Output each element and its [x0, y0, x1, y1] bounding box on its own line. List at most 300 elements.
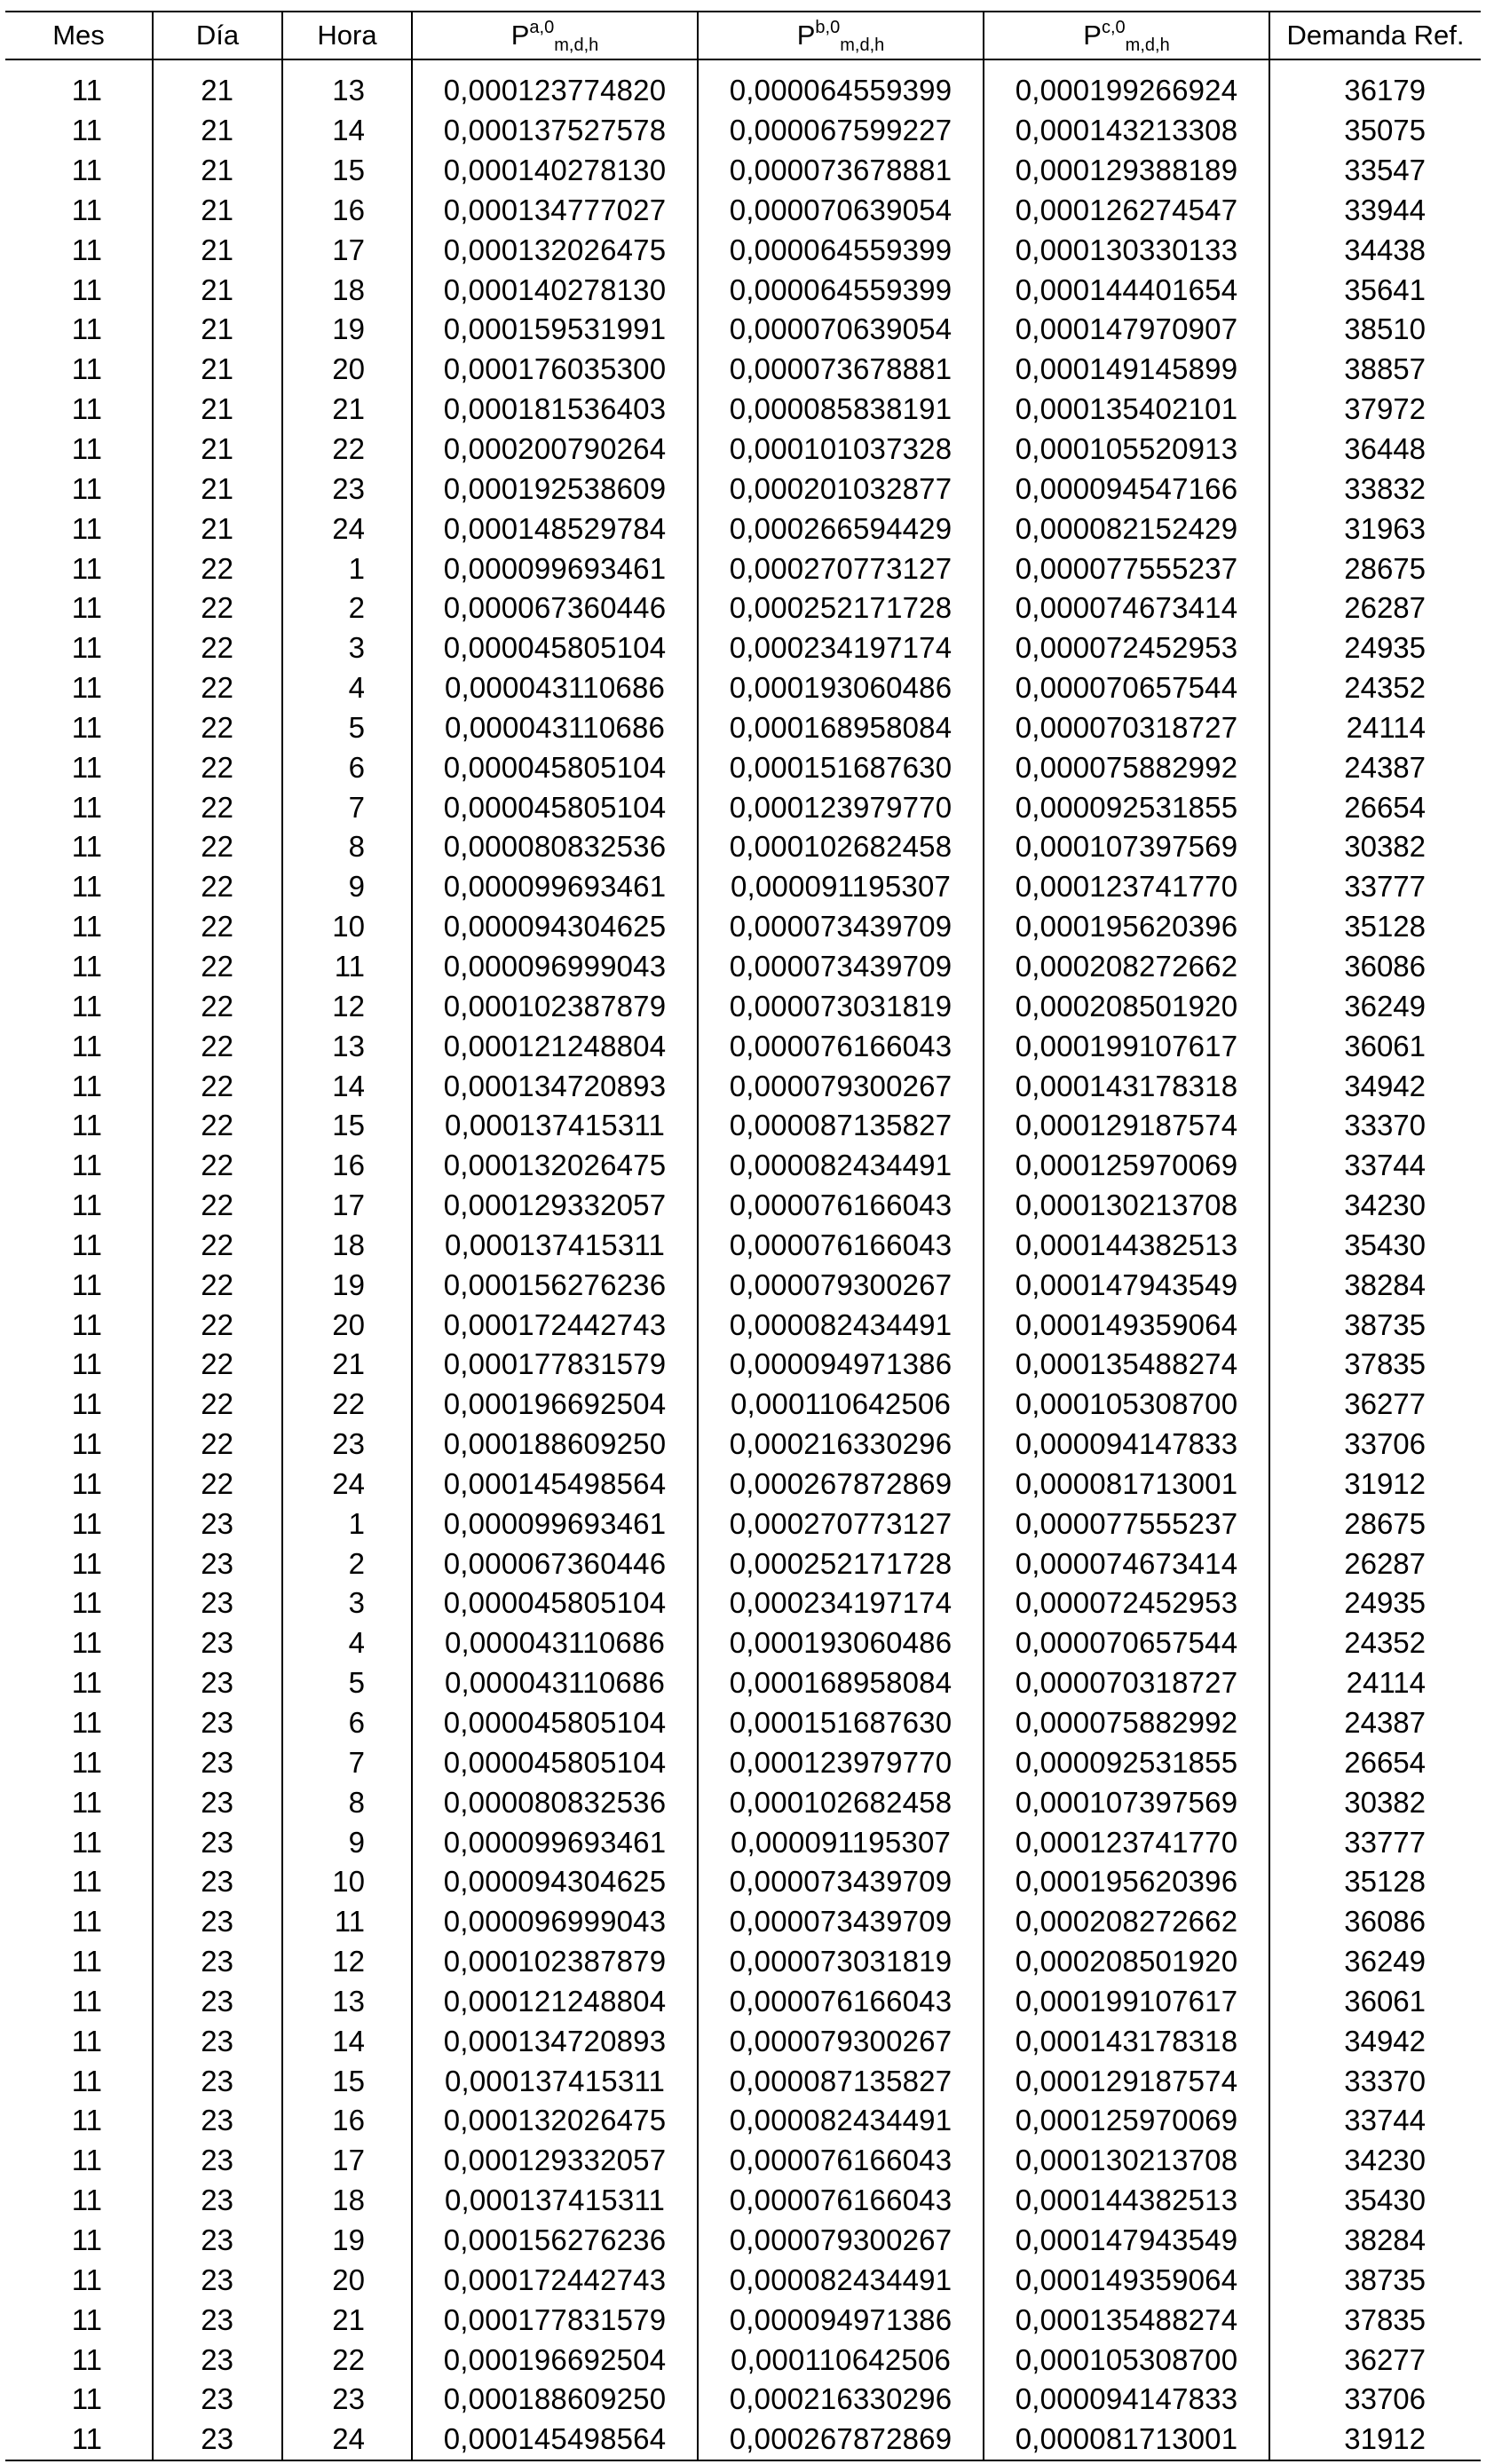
cell-pc: 0,000105308700: [984, 2340, 1269, 2380]
cell-pb: 0,000079300267: [698, 1066, 984, 1106]
cell-hora: 20: [282, 350, 412, 390]
cell-demanda: 26287: [1269, 1544, 1481, 1583]
cell-dia: 21: [153, 469, 282, 509]
table-row: [5, 59, 1481, 111]
header-pc-sub: m,d,h: [1125, 36, 1170, 56]
cell-mes: 11: [71, 2382, 102, 2416]
cell-pc: 0,000074673414: [984, 1544, 1269, 1583]
cell-dia: 23: [153, 1982, 282, 2022]
table-row: [5, 1186, 1481, 1226]
cell-pb: 0,000094971386: [698, 2300, 984, 2340]
cell-demanda: 24352: [1269, 668, 1481, 708]
cell-dia: 22: [153, 986, 282, 1026]
cell-pb: 0,000101037328: [698, 430, 984, 470]
cell-pc: 0,000092531855: [984, 787, 1269, 827]
cell-hora: 17: [282, 1186, 412, 1226]
cell-dia: 22: [153, 947, 282, 987]
cell-demanda: 34438: [1269, 230, 1481, 270]
table-row: [5, 907, 1481, 947]
cell-pb: 0,000079300267: [698, 2021, 984, 2061]
table-row: [5, 509, 1481, 549]
cell-hora: 2: [282, 1544, 412, 1583]
cell-hora: 7: [282, 787, 412, 827]
cell-pc: 0,000135488274: [984, 2300, 1269, 2340]
cell-dia: 22: [153, 907, 282, 947]
cell-demanda: 33706: [1269, 1425, 1481, 1465]
cell-pc: 0,000094547166: [984, 469, 1269, 509]
table-row: [5, 1225, 1481, 1265]
cell-hora: 6: [282, 747, 412, 787]
cell-mes: 11: [71, 710, 102, 744]
cell-demanda: 28675: [1269, 549, 1481, 588]
cell-demanda: 36086: [1269, 947, 1481, 987]
cell-pc: 0,000129388189: [984, 151, 1269, 191]
cell-pa: 0,000172442743: [412, 2260, 698, 2300]
cell-hora: 10: [282, 1862, 412, 1902]
cell-demanda: 35430: [1269, 1225, 1481, 1265]
cell-pa: 0,000188609250: [412, 1425, 698, 1465]
cell-mes: 11: [71, 471, 102, 505]
header-mes: [5, 12, 153, 59]
data-table-container: [5, 11, 1481, 2461]
cell-pc: 0,000195620396: [984, 1862, 1269, 1902]
cell-pc: 0,000072452953: [984, 628, 1269, 668]
cell-pa: 0,000177831579: [412, 1345, 698, 1385]
cell-hora: 22: [282, 2340, 412, 2380]
cell-pa: 0,000200790264: [412, 430, 698, 470]
cell-pc: 0,000208272662: [984, 947, 1269, 987]
cell-pb: 0,000079300267: [698, 1265, 984, 1305]
cell-demanda: 37835: [1269, 2300, 1481, 2340]
cell-pb: 0,000102682458: [698, 827, 984, 867]
table-row: [5, 430, 1481, 470]
cell-pa: 0,000137415311: [412, 1225, 698, 1265]
cell-pc: 0,000077555237: [984, 1504, 1269, 1544]
cell-hora: 23: [282, 2380, 412, 2420]
header-pa: [412, 12, 698, 59]
cell-pa: 0,000123774820: [412, 59, 698, 111]
cell-pc: 0,000081713001: [984, 1465, 1269, 1504]
table-row: [5, 747, 1481, 787]
cell-pb: 0,000270773127: [698, 1504, 984, 1544]
cell-pc: 0,000123741770: [984, 867, 1269, 907]
header-dia-label: Día: [195, 20, 240, 51]
cell-demanda: 38284: [1269, 1265, 1481, 1305]
cell-dia: 23: [153, 2380, 282, 2420]
cell-pa: 0,000045805104: [412, 1742, 698, 1782]
cell-pa: 0,000043110686: [412, 668, 698, 708]
table-row: [5, 1504, 1481, 1544]
cell-pa: 0,000045805104: [412, 1583, 698, 1623]
header-hora-label: Hora: [317, 20, 377, 51]
table-row: [5, 1465, 1481, 1504]
cell-dia: 22: [153, 1106, 282, 1146]
cell-pb: 0,000091195307: [698, 867, 984, 907]
cell-dia: 23: [153, 1544, 282, 1583]
cell-pb: 0,000076166043: [698, 2181, 984, 2221]
cell-dia: 22: [153, 1385, 282, 1425]
cell-pa: 0,000148529784: [412, 509, 698, 549]
table-body: [5, 59, 1481, 2460]
cell-mes: 11: [71, 2184, 102, 2217]
cell-demanda: 35075: [1269, 111, 1481, 151]
table-row: [5, 270, 1481, 310]
cell-pb: 0,000082434491: [698, 2260, 984, 2300]
cell-pb: 0,000201032877: [698, 469, 984, 509]
cell-pa: 0,000134777027: [412, 191, 698, 231]
cell-pa: 0,000080832536: [412, 1782, 698, 1822]
cell-pa: 0,000156276236: [412, 2221, 698, 2261]
cell-pa: 0,000080832536: [412, 827, 698, 867]
header-demanda-label: Demanda Ref.: [1286, 20, 1465, 51]
cell-hora: 14: [282, 2021, 412, 2061]
cell-demanda: 33370: [1269, 2061, 1481, 2101]
cell-demanda: 31912: [1269, 1465, 1481, 1504]
cell-demanda: 24387: [1269, 747, 1481, 787]
cell-pb: 0,000082434491: [698, 1146, 984, 1186]
cell-pb: 0,000094971386: [698, 1345, 984, 1385]
cell-demanda: 37835: [1269, 1345, 1481, 1385]
cell-hora: 14: [282, 1066, 412, 1106]
cell-dia: 21: [153, 390, 282, 430]
cell-mes: 11: [71, 750, 102, 784]
cell-pa: 0,000134720893: [412, 1066, 698, 1106]
table-row: [5, 111, 1481, 151]
table-row: [5, 1146, 1481, 1186]
cell-dia: 21: [153, 230, 282, 270]
cell-mes: 11: [5, 2420, 153, 2460]
cell-pa: 0,000137415311: [412, 2061, 698, 2101]
cell-demanda: 38735: [1269, 2260, 1481, 2300]
cell-demanda: 35430: [1269, 2181, 1481, 2221]
header-pa-sup: a,0: [529, 17, 555, 37]
cell-pb: 0,000270773127: [698, 549, 984, 588]
cell-hora: 3: [282, 628, 412, 668]
cell-pa: 0,000099693461: [412, 1822, 698, 1862]
cell-dia: 22: [153, 1305, 282, 1345]
cell-hora: 19: [282, 310, 412, 350]
cell-demanda: 35128: [1269, 1862, 1481, 1902]
cell-dia: 23: [153, 1862, 282, 1902]
cell-demanda: 36249: [1269, 986, 1481, 1026]
table-header: [5, 12, 1481, 59]
cell-pc: 0,000075882992: [984, 747, 1269, 787]
cell-dia: 21: [153, 151, 282, 191]
cell-hora: 24: [282, 2420, 412, 2460]
cell-demanda: 36448: [1269, 430, 1481, 470]
cell-demanda: 35128: [1269, 907, 1481, 947]
cell-hora: 6: [282, 1703, 412, 1743]
cell-dia: 21: [153, 430, 282, 470]
cell-pc: 0,000082152429: [984, 509, 1269, 549]
cell-demanda: 34230: [1269, 1186, 1481, 1226]
table-row: [5, 1982, 1481, 2022]
cell-mes: 11: [71, 1825, 102, 1859]
cell-mes: 11: [71, 2024, 102, 2057]
header-hora: [282, 12, 412, 59]
table-row: [5, 1385, 1481, 1425]
cell-mes: 11: [71, 154, 102, 187]
cell-pc: 0,000149145899: [984, 350, 1269, 390]
cell-dia: 22: [153, 1026, 282, 1066]
cell-pa: 0,000094304625: [412, 1862, 698, 1902]
table-row: [5, 1663, 1481, 1703]
cell-dia: 22: [153, 1146, 282, 1186]
table-row: [5, 628, 1481, 668]
cell-dia: 23: [153, 1902, 282, 1942]
table-row: [5, 1942, 1481, 1982]
cell-hora: 5: [282, 708, 412, 748]
cell-demanda: 36086: [1269, 1902, 1481, 1942]
cell-demanda: 33777: [1269, 867, 1481, 907]
cell-pc: 0,000147970907: [984, 310, 1269, 350]
cell-pc: 0,000199266924: [984, 59, 1269, 111]
cell-pa: 0,000129332057: [412, 1186, 698, 1226]
cell-hora: 7: [282, 1742, 412, 1782]
cell-hora: 21: [282, 1345, 412, 1385]
cell-hora: 20: [282, 1305, 412, 1345]
cell-pc: 0,000144382513: [984, 2181, 1269, 2221]
cell-mes: 11: [71, 392, 102, 426]
cell-mes: 11: [71, 114, 102, 147]
cell-mes: 11: [71, 1387, 102, 1421]
cell-demanda: 38857: [1269, 350, 1481, 390]
cell-pa: 0,000043110686: [412, 1623, 698, 1663]
cell-hora: 11: [282, 1902, 412, 1942]
cell-dia: 22: [153, 1225, 282, 1265]
cell-pb: 0,000073031819: [698, 986, 984, 1026]
cell-pa: 0,000140278130: [412, 270, 698, 310]
cell-mes: 11: [71, 870, 102, 904]
cell-hora: 8: [282, 827, 412, 867]
cell-dia: 22: [153, 708, 282, 748]
table-row: [5, 2380, 1481, 2420]
cell-hora: 15: [282, 151, 412, 191]
cell-mes: 11: [71, 1626, 102, 1660]
cell-dia: 21: [153, 191, 282, 231]
table-row: [5, 1703, 1481, 1743]
cell-pa: 0,000192538609: [412, 469, 698, 509]
table-row: [5, 2300, 1481, 2340]
header-pc-sup: c,0: [1101, 17, 1126, 37]
cell-pb: 0,000110642506: [698, 1385, 984, 1425]
cell-hora: 11: [282, 947, 412, 987]
header-pb-sup: b,0: [815, 17, 841, 37]
cell-dia: 23: [153, 2061, 282, 2101]
cell-pb: 0,000073439709: [698, 1902, 984, 1942]
cell-pb: 0,000073439709: [698, 907, 984, 947]
cell-pc: 0,000199107617: [984, 1026, 1269, 1066]
cell-mes: 11: [71, 272, 102, 306]
cell-pb: 0,000087135827: [698, 1106, 984, 1146]
cell-hora: 15: [282, 2061, 412, 2101]
cell-pc: 0,000075882992: [984, 1703, 1269, 1743]
cell-hora: 4: [282, 668, 412, 708]
cell-pc: 0,000107397569: [984, 827, 1269, 867]
cell-dia: 21: [153, 350, 282, 390]
cell-pa: 0,000134720893: [412, 2021, 698, 2061]
cell-dia: 23: [153, 2181, 282, 2221]
table-row: [5, 1782, 1481, 1822]
cell-pb: 0,000076166043: [698, 1225, 984, 1265]
cell-mes: 11: [71, 1268, 102, 1301]
cell-demanda: 33706: [1269, 2380, 1481, 2420]
cell-pb: 0,000102682458: [698, 1782, 984, 1822]
cell-pb: 0,000070639054: [698, 191, 984, 231]
cell-dia: 23: [153, 1742, 282, 1782]
cell-dia: 22: [153, 1425, 282, 1465]
cell-pa: 0,000043110686: [412, 708, 698, 748]
header-pb: [698, 12, 984, 59]
cell-hora: 3: [282, 1583, 412, 1623]
cell-pb: 0,000091195307: [698, 1822, 984, 1862]
cell-dia: 23: [153, 1703, 282, 1743]
cell-hora: 24: [282, 1465, 412, 1504]
table-row: [5, 2061, 1481, 2101]
cell-pb: 0,000082434491: [698, 1305, 984, 1345]
cell-mes: 11: [71, 1905, 102, 1939]
cell-dia: 23: [153, 2221, 282, 2261]
cell-demanda: 24935: [1269, 628, 1481, 668]
cell-mes: 11: [71, 2144, 102, 2177]
cell-mes: 11: [71, 2064, 102, 2097]
cell-dia: 23: [153, 1623, 282, 1663]
cell-dia: 22: [153, 1265, 282, 1305]
cell-hora: 17: [282, 2141, 412, 2181]
cell-pa: 0,000137415311: [412, 2181, 698, 2221]
cell-mes: 11: [71, 2342, 102, 2376]
cell-pc: 0,000143178318: [984, 2021, 1269, 2061]
cell-pc: 0,000149359064: [984, 2260, 1269, 2300]
cell-pb: 0,000076166043: [698, 1982, 984, 2022]
cell-mes: 11: [71, 2223, 102, 2256]
cell-pb: 0,000079300267: [698, 2221, 984, 2261]
cell-dia: 23: [153, 1504, 282, 1544]
cell-pa: 0,000137527578: [412, 111, 698, 151]
cell-mes: 11: [71, 671, 102, 705]
cell-hora: 16: [282, 2101, 412, 2141]
cell-pb: 0,000073031819: [698, 1942, 984, 1982]
cell-pa: 0,000102387879: [412, 1942, 698, 1982]
cell-demanda: 33832: [1269, 469, 1481, 509]
cell-pb: 0,000070639054: [698, 310, 984, 350]
cell-pb: 0,000266594429: [698, 509, 984, 549]
header-pc: [984, 12, 1269, 59]
table-row: [5, 1345, 1481, 1385]
cell-pc: 0,000135488274: [984, 1345, 1269, 1385]
cell-demanda: 36061: [1269, 1982, 1481, 2022]
table-row: [5, 390, 1481, 430]
cell-mes: 11: [71, 790, 102, 824]
table-row: [5, 151, 1481, 191]
cell-mes: 11: [71, 1506, 102, 1540]
table-row: [5, 2021, 1481, 2061]
cell-mes: 11: [71, 2302, 102, 2336]
cell-mes: 11: [71, 910, 102, 944]
cell-dia: 22: [153, 588, 282, 628]
cell-mes: 11: [71, 949, 102, 983]
cell-mes: 11: [71, 631, 102, 665]
cell-demanda: 33744: [1269, 1146, 1481, 1186]
cell-hora: 16: [282, 1146, 412, 1186]
cell-pb: 0,000064559399: [698, 59, 984, 111]
cell-pc: 0,000070657544: [984, 668, 1269, 708]
cell-pb: 0,000073678881: [698, 350, 984, 390]
cell-pb: 0,000252171728: [698, 1544, 984, 1583]
cell-pc: 0,000149359064: [984, 1305, 1269, 1345]
cell-pb: 0,000073439709: [698, 947, 984, 987]
header-pb-sub: m,d,h: [840, 36, 885, 56]
cell-mes: 11: [71, 830, 102, 864]
cell-mes: 11: [71, 1865, 102, 1899]
cell-mes: 11: [71, 74, 102, 107]
cell-pc: 0,000130213708: [984, 2141, 1269, 2181]
cell-hora: 5: [282, 1663, 412, 1703]
cell-pb: 0,000267872869: [698, 2420, 984, 2460]
cell-hora: 21: [282, 390, 412, 430]
cell-pa: 0,000129332057: [412, 2141, 698, 2181]
cell-pa: 0,000045805104: [412, 747, 698, 787]
cell-demanda: 30382: [1269, 827, 1481, 867]
table-row: [5, 1066, 1481, 1106]
cell-dia: 21: [153, 310, 282, 350]
cell-pc: 0,000208501920: [984, 1942, 1269, 1982]
cell-pa: 0,000176035300: [412, 350, 698, 390]
cell-dia: 23: [153, 2300, 282, 2340]
cell-pa: 0,000145498564: [412, 2420, 698, 2460]
cell-pb: 0,000076166043: [698, 1026, 984, 1066]
cell-demanda: 24114: [1269, 1663, 1481, 1703]
cell-pc: 0,000126274547: [984, 191, 1269, 231]
cell-hora: 18: [282, 270, 412, 310]
cell-pb: 0,000082434491: [698, 2101, 984, 2141]
cell-mes: 11: [71, 1347, 102, 1381]
cell-pb: 0,000087135827: [698, 2061, 984, 2101]
cell-dia: 22: [153, 1465, 282, 1504]
cell-demanda: 26654: [1269, 1742, 1481, 1782]
cell-mes: 11: [71, 1189, 102, 1222]
cell-dia: 23: [153, 1663, 282, 1703]
header-pa-base: P: [510, 20, 530, 51]
cell-demanda: 33744: [1269, 2101, 1481, 2141]
cell-pb: 0,000067599227: [698, 111, 984, 151]
cell-demanda: 28675: [1269, 1504, 1481, 1544]
cell-mes: 11: [71, 1109, 102, 1142]
cell-pc: 0,000144382513: [984, 1225, 1269, 1265]
cell-demanda: 24114: [1269, 708, 1481, 748]
cell-pc: 0,000130213708: [984, 1186, 1269, 1226]
cell-pc: 0,000147943549: [984, 1265, 1269, 1305]
cell-pb: 0,000168958084: [698, 708, 984, 748]
table-row: [5, 310, 1481, 350]
cell-pb: 0,000193060486: [698, 1623, 984, 1663]
cell-pa: 0,000137415311: [412, 1106, 698, 1146]
table-row: [5, 787, 1481, 827]
cell-dia: 23: [153, 2420, 282, 2460]
cell-pc: 0,000070318727: [984, 1663, 1269, 1703]
cell-pb: 0,000073678881: [698, 151, 984, 191]
cell-demanda: 33777: [1269, 1822, 1481, 1862]
cell-demanda: 30382: [1269, 1782, 1481, 1822]
header-pa-sub: m,d,h: [554, 36, 599, 56]
table-row: [5, 191, 1481, 231]
header-row: [5, 12, 1481, 59]
cell-pa: 0,000132026475: [412, 1146, 698, 1186]
cell-pa: 0,000045805104: [412, 1703, 698, 1743]
cell-pc: 0,000105520913: [984, 430, 1269, 470]
cell-demanda: 31912: [1269, 2420, 1481, 2460]
cell-pb: 0,000193060486: [698, 668, 984, 708]
